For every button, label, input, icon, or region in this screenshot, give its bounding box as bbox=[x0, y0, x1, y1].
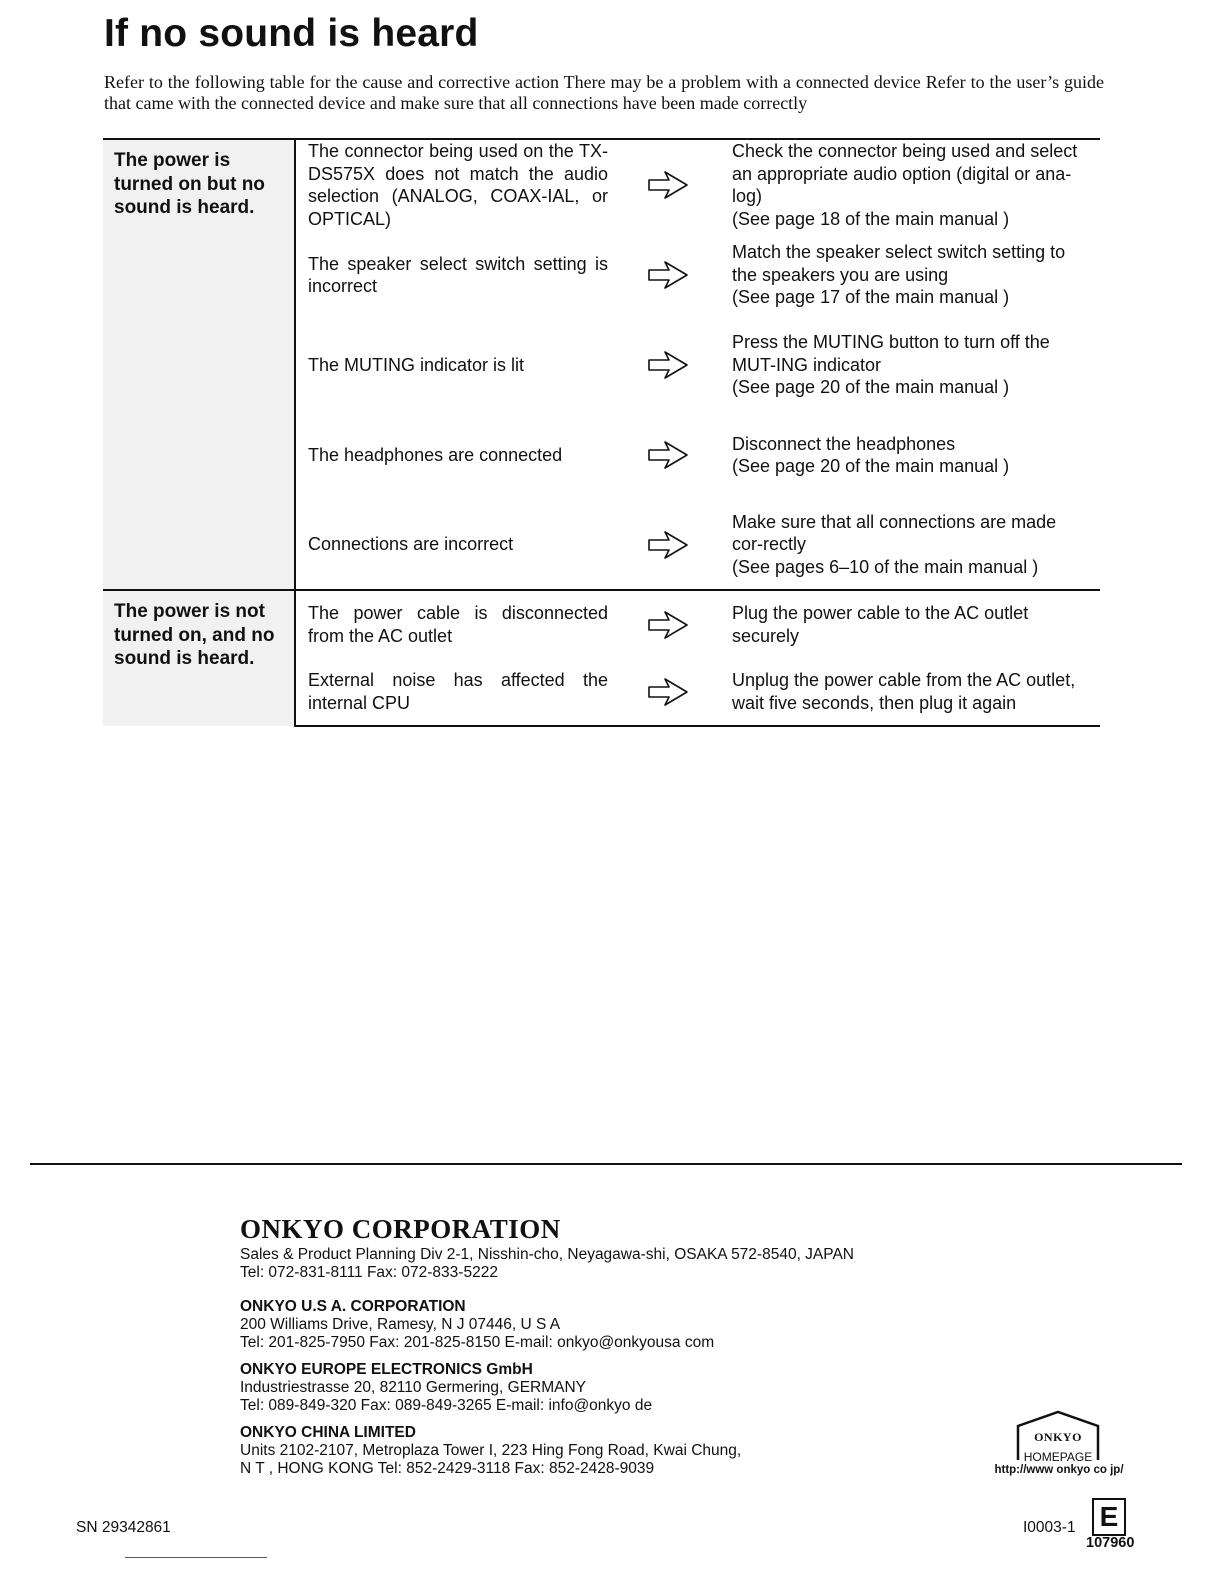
subsidiary-europe bbox=[240, 1361, 940, 1415]
homepage-url: http://www onkyo co jp/ bbox=[994, 1464, 1124, 1476]
subsidiary-usa bbox=[240, 1298, 940, 1352]
hollow-right-arrow-icon bbox=[647, 350, 689, 380]
cause-text: The speaker select switch setting is incorrect bbox=[308, 253, 608, 296]
cause-cell bbox=[295, 590, 616, 658]
cause-cell bbox=[295, 320, 616, 410]
action-text: Disconnect the headphones bbox=[732, 433, 956, 454]
serial-number: SN 29342861 bbox=[76, 1519, 171, 1536]
homepage-logo bbox=[994, 1408, 1134, 1480]
action-text: (See pages 6–10 of the main manual ) bbox=[732, 556, 1039, 577]
action-text: Press the MUTING button to turn off the MUT-ING indicator bbox=[732, 332, 1050, 375]
cause-text: The power cable is disconnected from the AC outlet bbox=[308, 603, 608, 646]
company-contacts bbox=[240, 1212, 940, 1478]
action-cell bbox=[720, 139, 1100, 230]
document-number: 107960 bbox=[1086, 1535, 1135, 1551]
hollow-right-arrow-icon bbox=[647, 677, 689, 707]
page-title: If no sound is heard bbox=[104, 12, 479, 55]
troubleshooting-table bbox=[103, 138, 1100, 727]
action-text: (See page 17 of the main manual ) bbox=[732, 287, 1010, 308]
arrow-cell bbox=[616, 320, 720, 410]
subsidiary-name: ONKYO U.S A. CORPORATION bbox=[240, 1298, 466, 1315]
cause-text: The connector being used on the TX-DS575X does not match the audio selection (ANALOG, COAX-IAL, or OPTICAL) bbox=[308, 141, 608, 229]
hollow-right-arrow-icon bbox=[647, 440, 689, 470]
subsidiary-china bbox=[240, 1424, 940, 1478]
action-text: Unplug the power cable from the AC outlet, wait five seconds, then plug it again bbox=[732, 670, 1076, 713]
action-text: (See page 18 of the main manual ) bbox=[732, 208, 1010, 229]
subsidiary-name: ONKYO CHINA LIMITED bbox=[240, 1424, 416, 1441]
symptom-text: The power is not turned on, and no sound is heard. bbox=[114, 601, 275, 669]
arrow-cell bbox=[616, 139, 720, 230]
subsidiary-address: Units 2102-2107, Metroplaza Tower I, 223 Hing Fong Road, Kwai Chung, bbox=[240, 1442, 742, 1459]
subsidiary-contact: N T , HONG KONG Tel: 852-2429-3118 Fax: 852-2428-9039 bbox=[240, 1460, 655, 1477]
cause-cell bbox=[295, 500, 616, 590]
corp-phone-line: Tel: 072-831-8111 Fax: 072-833-5222 bbox=[240, 1264, 498, 1281]
serial-underline bbox=[125, 1557, 267, 1558]
action-text: Plug the power cable to the AC outlet securely bbox=[732, 603, 1029, 646]
arrow-cell bbox=[616, 500, 720, 590]
action-cell bbox=[720, 230, 1100, 320]
subsidiary-name: ONKYO EUROPE ELECTRONICS GmbH bbox=[240, 1361, 533, 1378]
cause-text: The MUTING indicator is lit bbox=[308, 354, 525, 375]
cause-cell bbox=[295, 658, 616, 726]
subsidiary-address: Industriestrasse 20, 82110 Germering, GERMANY bbox=[240, 1379, 587, 1396]
action-cell bbox=[720, 590, 1100, 658]
cause-cell bbox=[295, 410, 616, 500]
table-row bbox=[103, 139, 1100, 230]
hollow-right-arrow-icon bbox=[647, 260, 689, 290]
hollow-right-arrow-icon bbox=[647, 530, 689, 560]
action-cell bbox=[720, 320, 1100, 410]
print-code: I0003-1 bbox=[1023, 1519, 1076, 1536]
action-text: Check the connector being used and select an appropriate audio option (digital or ana-log) bbox=[732, 141, 1078, 206]
action-cell bbox=[720, 658, 1100, 726]
intro-paragraph: Refer to the following table for the cause and corrective action There may be a problem with a connected device Refer to the user’s guide that came with the connected device and make sure that all connections have been made correctly bbox=[104, 72, 1104, 113]
cause-cell bbox=[295, 230, 616, 320]
corp-address-line: Sales & Product Planning Div 2-1, Nisshin-cho, Neyagawa-shi, OSAKA 572-8540, JAPAN bbox=[240, 1246, 854, 1263]
subsidiary-contact: Tel: 089-849-320 Fax: 089-849-3265 E-mail: info@onkyo de bbox=[240, 1397, 653, 1414]
cause-text: Connections are incorrect bbox=[308, 534, 514, 555]
symptom-text: The power is turned on but no sound is heard. bbox=[114, 150, 265, 218]
action-cell bbox=[720, 410, 1100, 500]
arrow-cell bbox=[616, 658, 720, 726]
corporation-name: ONKYO CORPORATION bbox=[240, 1214, 561, 1244]
action-text: Make sure that all connections are made cor-rectly bbox=[732, 511, 1057, 555]
arrow-cell bbox=[616, 410, 720, 500]
arrow-cell bbox=[616, 230, 720, 320]
cause-cell bbox=[295, 139, 616, 230]
action-cell bbox=[720, 500, 1100, 590]
table-row bbox=[103, 590, 1100, 658]
action-text: Match the speaker select switch setting to the speakers you are using bbox=[732, 242, 1066, 285]
subsidiary-address: 200 Williams Drive, Ramesy, N J 07446, U S A bbox=[240, 1316, 561, 1333]
arrow-cell bbox=[616, 590, 720, 658]
logo-homepage-label: HOMEPAGE bbox=[1023, 1450, 1093, 1464]
action-text: (See page 20 of the main manual ) bbox=[732, 377, 1010, 398]
cause-text: External noise has affected the internal CPU bbox=[308, 670, 608, 713]
troubleshooting-table-body bbox=[103, 139, 1100, 726]
action-text: (See page 20 of the main manual ) bbox=[732, 456, 1010, 476]
symptom-cell bbox=[103, 590, 295, 726]
logo-brand: ONKYO bbox=[1034, 1430, 1082, 1444]
language-mark: E bbox=[1092, 1498, 1126, 1536]
subsidiary-contact: Tel: 201-825-7950 Fax: 201-825-8150 E-mail: onkyo@onkyousa com bbox=[240, 1334, 715, 1351]
footer-divider bbox=[30, 1163, 1182, 1165]
hollow-right-arrow-icon bbox=[647, 170, 689, 200]
symptom-cell bbox=[103, 139, 295, 590]
cause-text: The headphones are connected bbox=[308, 444, 563, 465]
hollow-right-arrow-icon bbox=[647, 610, 689, 640]
